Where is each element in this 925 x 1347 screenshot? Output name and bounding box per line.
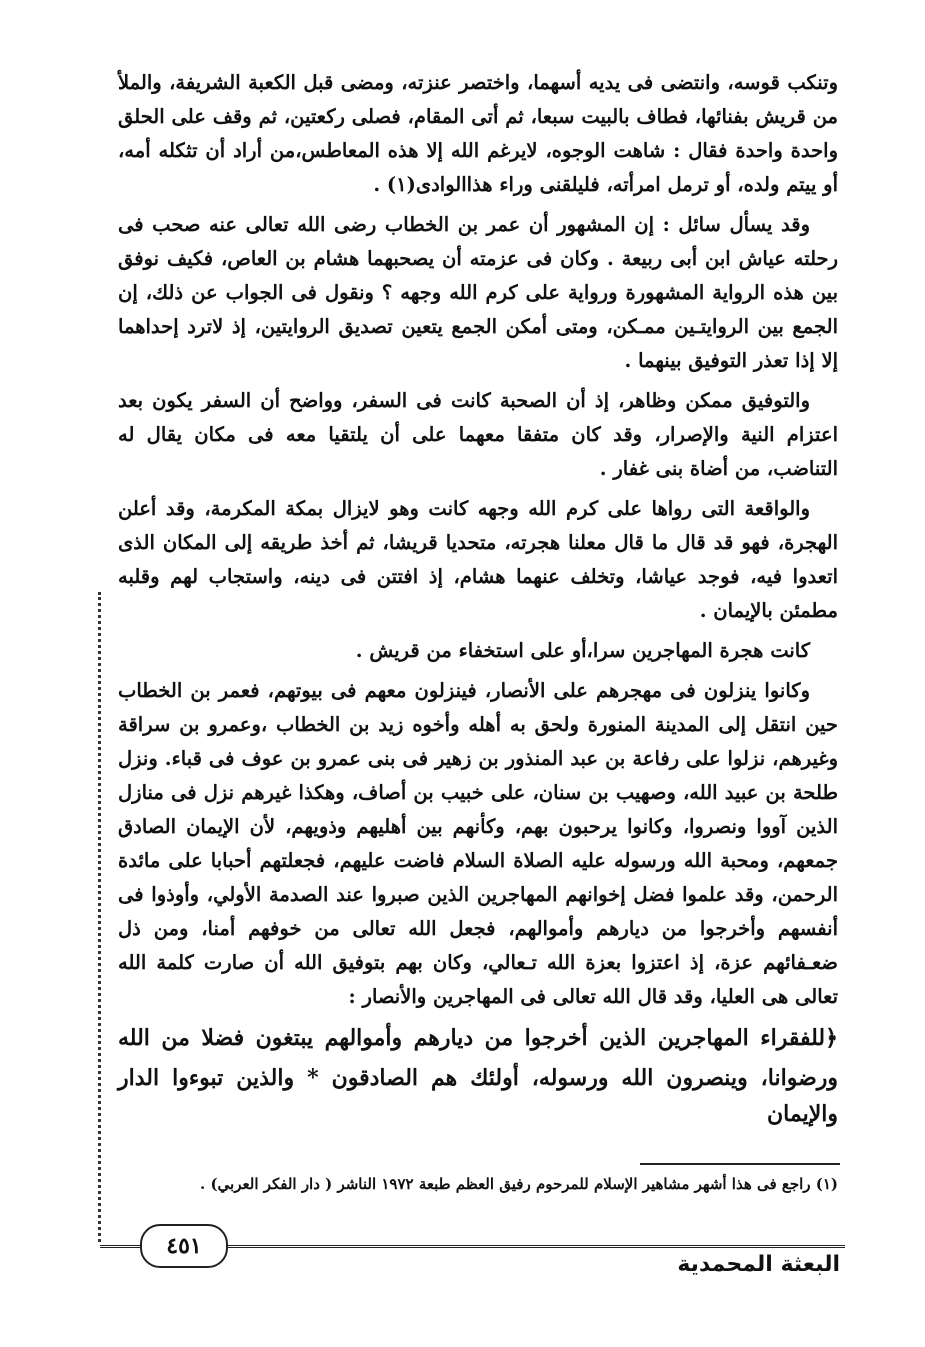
running-title: البعثة المحمدية <box>677 1252 840 1277</box>
footer-rule-left <box>100 1245 140 1248</box>
paragraph-6: وكانوا ينزلون فى مهجرهم على الأنصار، فينزلون معهم فى بيوتهم، فعمر بن الخطاب حين انتقل إلى المدينة المنورة ولحق به أهله وأخوه زيد بن الخطاب ،وعمرو بن سراقة وغيرهم، نزلوا على رفاعة بن عبد المنذور بن زهير فى بنى عمرو بن عوف فى قباء. ونزل طلحة بن عبيد الله، وصهيب بن سنان، على خبيب بن أصاف، وهكذا غيرهم نزل فى منازل الذين آووا ونصروا، وكانوا يرحبون بهم، وكأنهم بين أهليهم وذويهم، لأن الإيمان الصادق جمعهم، ومحبة الله ورسوله عليه الصلاة السلام فاضت عليهم، فجعلتهم أحبابا على مائدة الرحمن، وقد علموا فضل إخوانهم المهاجرين الذين صبروا عند الصدمة الأولي، وأوذوا فى أنفسهم وأخرجوا من ديارهم وأموالهم، فجعل الله تعالى من خوفهم أمنا، ومن ذل ضعـفائهم عزة، إذ اعتزوا بعزة الله تـعالي، وكان بهم بتوفيق الله أن صارت كلمة الله تعالى هى العليا، وقد قال الله تعالى فى المهاجرين والأنصار : <box>118 679 838 1008</box>
paragraph-1: وتنكب قوسه، وانتضى فى يديه أسهما، واختصر عنزته، ومضى قبل الكعبة الشريفة، والملأ من قريش بفنائها، فطاف بالبيت سبعا، ثم أتى المقام، فصلى ركعتين، ثم وقف على الحلق واحدة واحدة فقال : شاهت الوجوه، لايرغم الله إلا هذه المعاطس،من أراد أن تثكله أمه، أو ييتم ولده، أو ترمل امرأته، فليلقنى وراء هذاالوادى(١) . <box>118 71 838 196</box>
paragraph-4: والواقعة التى رواها على كرم الله وجهه كانت وهو لايزال بمكة المكرمة، وقد أعلن الهجرة، فهو قد قال ما قال معلنا هجرته، متحديا قريشا، ثم أخذ طريقه إلى المكان الذى اتعدوا فيه، فوجد عياشا، وتخلف عنهما هشام، إذ افتتن فى دينه، واستجاب لهم وقلبه مطمئن بالإيمان . <box>118 497 838 622</box>
footnote: (١) راجع فى هذا أشهر مشاهير الإسلام للمرحوم رفيق العظم طبعة ١٩٧٢ الناشر ( دار الفكر العربي) . <box>200 1175 838 1193</box>
footnote-separator <box>640 1163 840 1165</box>
footer-rule-right <box>225 1245 845 1248</box>
main-text <box>118 66 838 1132</box>
margin-dotted-rule <box>98 592 105 1242</box>
quran-verse-line-1: ﴿للفقراء المهاجرين الذين أخرجوا من ديارهم وأموالهم يبتغون فضلا من الله <box>118 1025 838 1051</box>
page-number: ٤٥١ <box>140 1224 228 1268</box>
quran-verse-line-2: ورضوانا، وينصرون الله ورسوله، أولئك هم الصادقون * والذين تبوءوا الدار والإيمان <box>118 1065 838 1127</box>
paragraph-5: كانت هجرة المهاجرين سرا،أو على استخفاء من قريش . <box>355 639 810 662</box>
paragraph-3: والتوفيق ممكن وظاهر، إذ أن الصحبة كانت فى السفر، وواضح أن السفر يكون بعد اعتزام النية والإصرار، وقد كان متفقا معهما على أن يلتقيا معه فى مكان يقال له التناضب، من أضاة بنى غفار . <box>118 389 838 480</box>
paragraph-2: وقد يسأل سائل : إن المشهور أن عمر بن الخطاب رضى الله تعالى عنه صحب فى رحلته عياش ابن أبى ربيعة . وكان فى عزمته أن يصحبهما هشام بن العاص، فكيف نوفق بين هذه الرواية المشهورة ورواية على كرم الله وجهه ؟ ونقول فى الجواب عن ذلك، إن الجمع بين الروايتـين ممـكن، ومتى أمكن الجمع يتعين تصديق الروايتين، إذ لاترد إحداهما إلا إذا تعذر التوفيق بينهما . <box>118 213 838 372</box>
